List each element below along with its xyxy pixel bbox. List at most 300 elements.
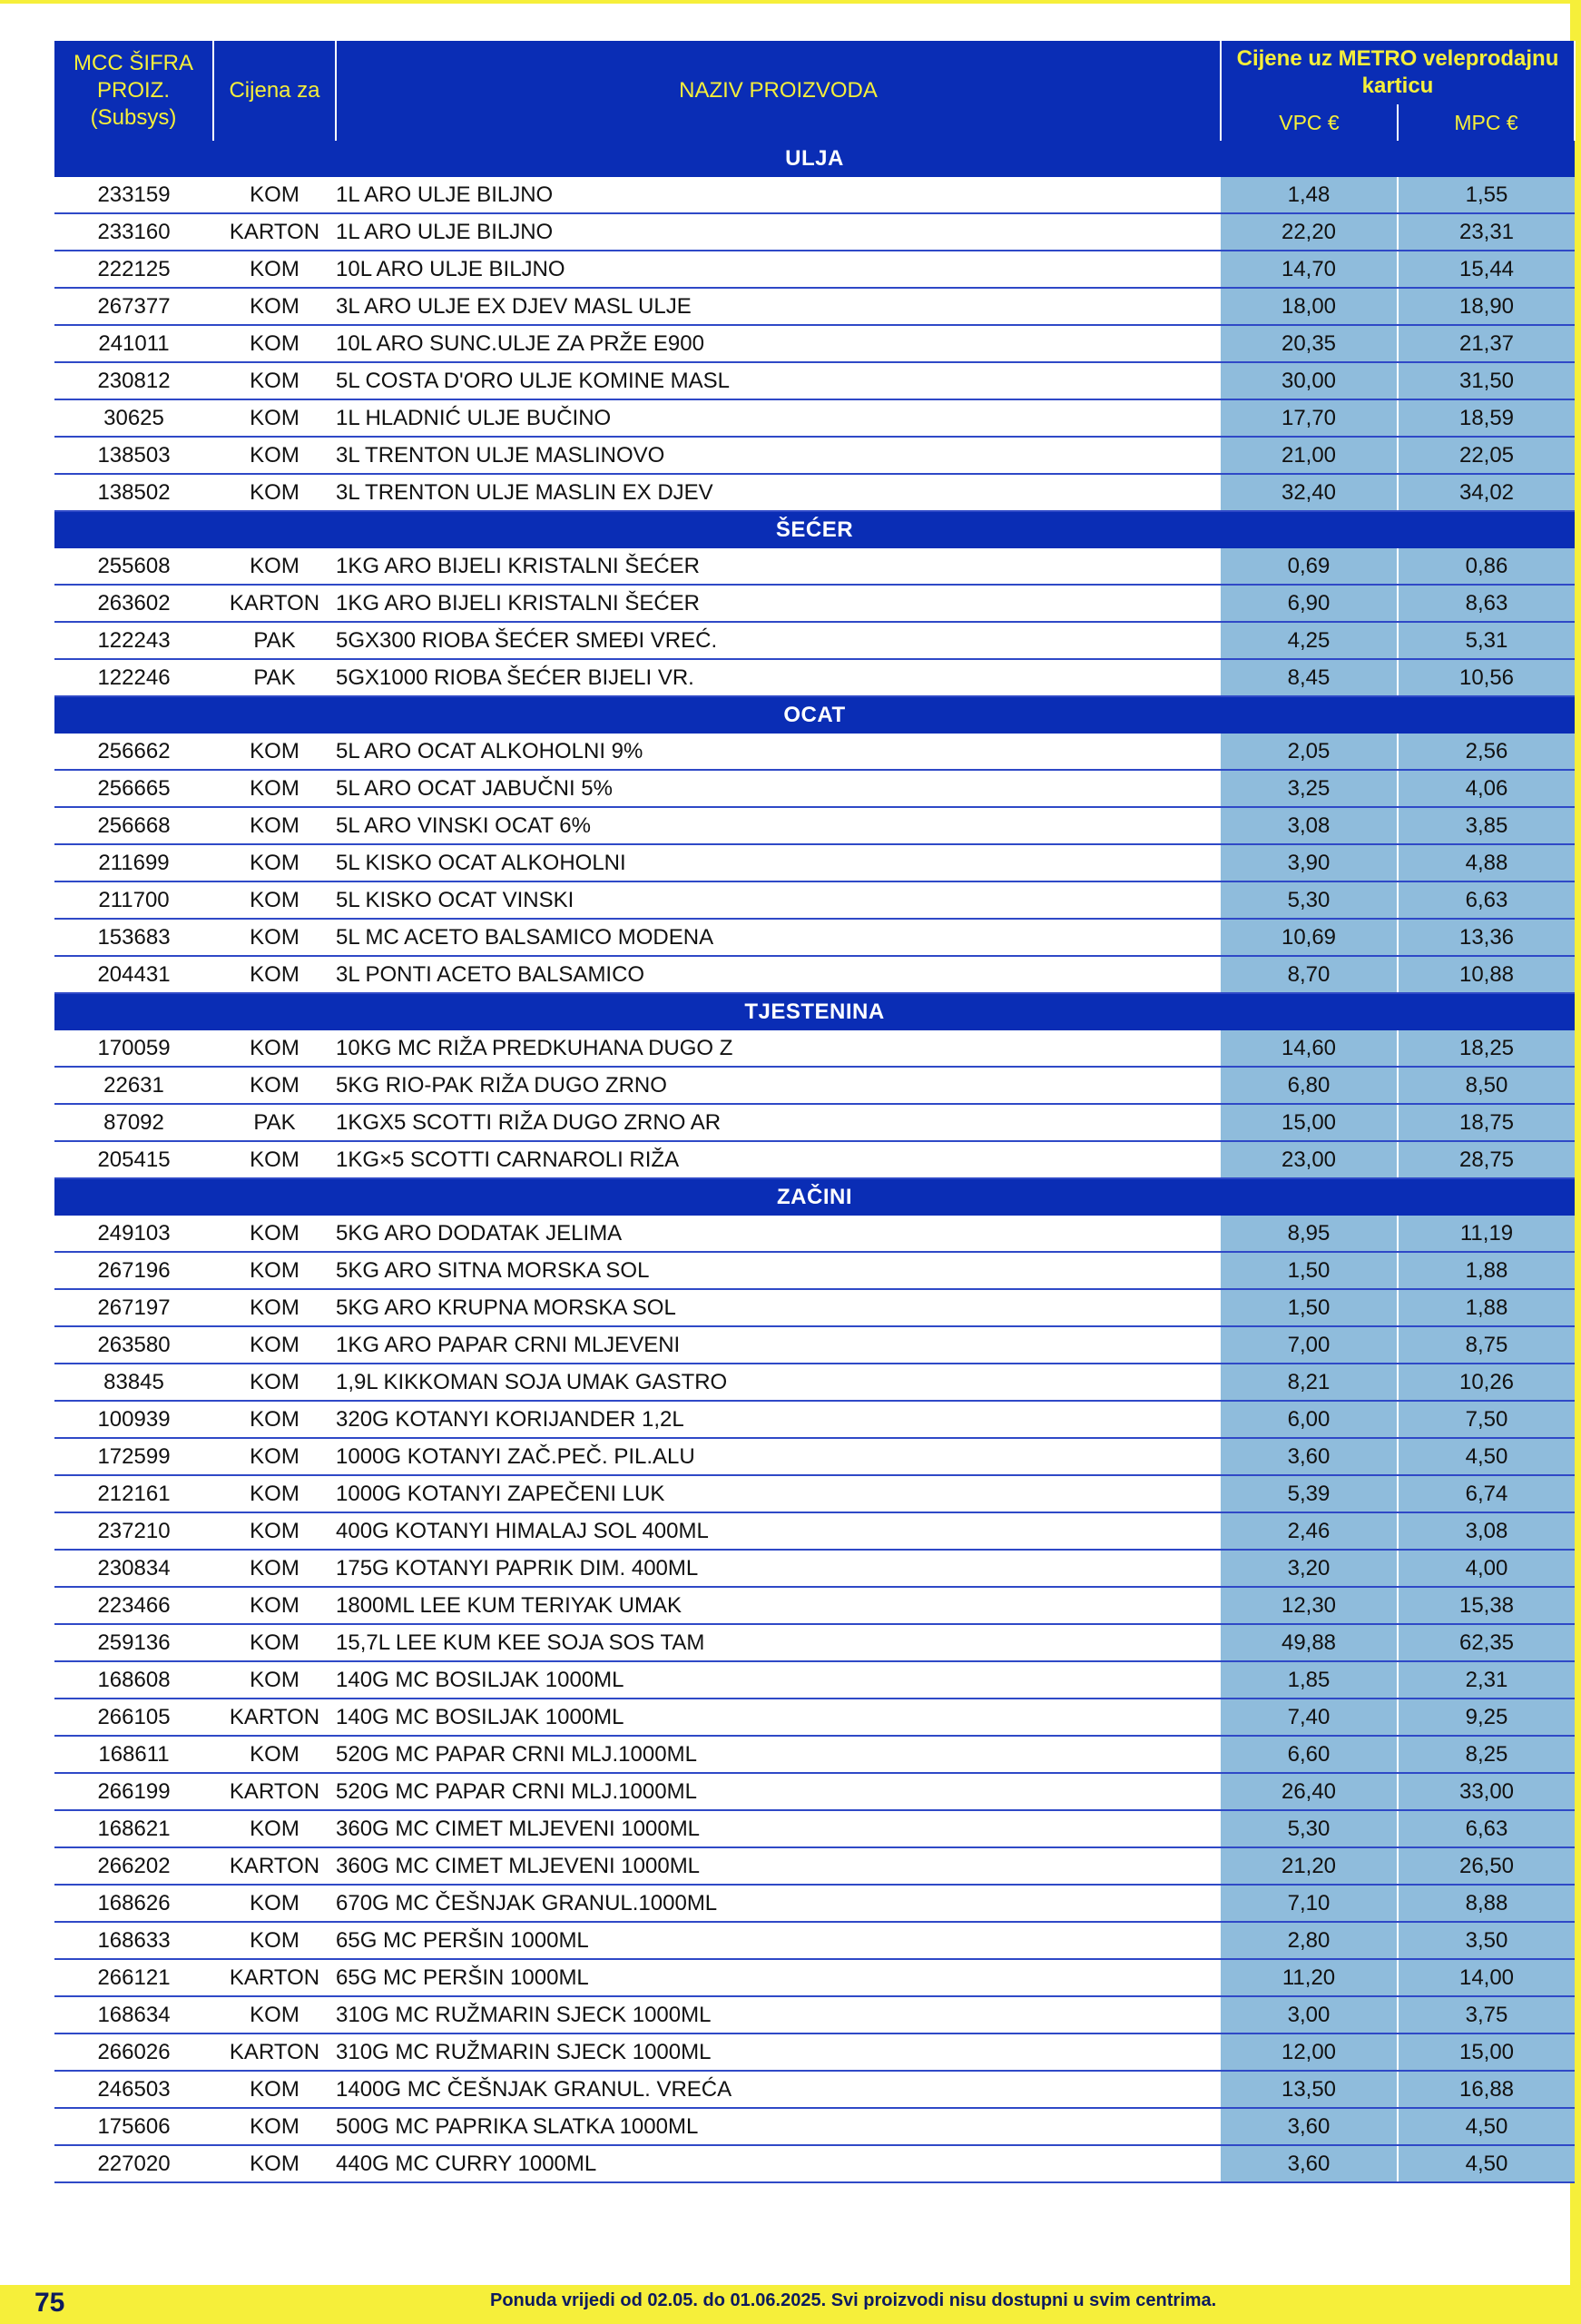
price-vpc: 3,60 (1221, 1438, 1398, 1475)
price-mpc: 21,37 (1398, 325, 1575, 362)
header-code (54, 41, 213, 141)
product-name: 65G MC PERŠIN 1000ML (336, 1922, 1221, 1959)
unit: KOM (213, 1885, 336, 1922)
price-mpc: 14,00 (1398, 1959, 1575, 1996)
section-title: TJESTENINA (54, 993, 1575, 1030)
price-mpc: 3,75 (1398, 1996, 1575, 2034)
product-code: 168621 (54, 1810, 213, 1847)
table-row (54, 1364, 1575, 1401)
product-name: 10L ARO SUNC.ULJE ZA PRŽE E900 (336, 325, 1221, 362)
product-name: 1,9L KIKKOMAN SOJA UMAK GASTRO (336, 1364, 1221, 1401)
product-code: 267377 (54, 288, 213, 325)
price-vpc: 3,60 (1221, 2145, 1398, 2182)
price-vpc: 3,90 (1221, 844, 1398, 881)
product-code: 230812 (54, 362, 213, 399)
product-name: 360G MC CIMET MLJEVENI 1000ML (336, 1810, 1221, 1847)
table-row (54, 1067, 1575, 1104)
product-name: 3L ARO ULJE EX DJEV MASL ULJE (336, 288, 1221, 325)
unit: KOM (213, 362, 336, 399)
price-vpc: 1,50 (1221, 1252, 1398, 1289)
unit: KOM (213, 548, 336, 585)
price-vpc: 23,00 (1221, 1141, 1398, 1178)
table-row (54, 1141, 1575, 1178)
unit: KOM (213, 399, 336, 437)
table-row (54, 288, 1575, 325)
product-name: 5KG ARO SITNA MORSKA SOL (336, 1252, 1221, 1289)
unit: KOM (213, 1401, 336, 1438)
product-name: 3L PONTI ACETO BALSAMICO (336, 956, 1221, 993)
table-row (54, 1996, 1575, 2034)
table-row (54, 399, 1575, 437)
table-row (54, 585, 1575, 622)
unit: KOM (213, 807, 336, 844)
table-row (54, 1104, 1575, 1141)
product-code: 205415 (54, 1141, 213, 1178)
table-row (54, 622, 1575, 659)
product-code: 246503 (54, 2071, 213, 2108)
product-name: 5L ARO VINSKI OCAT 6% (336, 807, 1221, 844)
unit: KOM (213, 1289, 336, 1326)
product-code: 168611 (54, 1736, 213, 1773)
product-code: 168608 (54, 1661, 213, 1699)
product-name: 3L TRENTON ULJE MASLINOVO (336, 437, 1221, 474)
product-code: 256665 (54, 770, 213, 807)
price-mpc: 18,75 (1398, 1104, 1575, 1141)
product-name: 520G MC PAPAR CRNI MLJ.1000ML (336, 1736, 1221, 1773)
product-code: 211699 (54, 844, 213, 881)
price-vpc: 11,20 (1221, 1959, 1398, 1996)
product-code: 230834 (54, 1550, 213, 1587)
unit: KARTON (213, 1699, 336, 1736)
price-vpc: 1,85 (1221, 1661, 1398, 1699)
price-vpc: 21,20 (1221, 1847, 1398, 1885)
table-row (54, 1959, 1575, 1996)
unit: KOM (213, 770, 336, 807)
product-name: 1KG ARO BIJELI KRISTALNI ŠEĆER (336, 585, 1221, 622)
price-vpc: 8,45 (1221, 659, 1398, 696)
product-name: 440G MC CURRY 1000ML (336, 2145, 1221, 2182)
product-code: 138503 (54, 437, 213, 474)
table-row (54, 251, 1575, 288)
price-mpc: 5,31 (1398, 622, 1575, 659)
section-title: ZAČINI (54, 1178, 1575, 1216)
product-code: 175606 (54, 2108, 213, 2145)
table-row (54, 1847, 1575, 1885)
header-name: NAZIV PROIZVODA (336, 41, 1221, 141)
product-code: 263580 (54, 1326, 213, 1364)
unit: KOM (213, 1512, 336, 1550)
unit: KOM (213, 1438, 336, 1475)
product-code: 122243 (54, 622, 213, 659)
table-row (54, 2145, 1575, 2182)
unit: KOM (213, 325, 336, 362)
header-code-sub: (Subsys) (90, 105, 177, 130)
unit: KOM (213, 1550, 336, 1587)
table-row (54, 1624, 1575, 1661)
page-number: 75 (34, 2288, 65, 2318)
product-code: 249103 (54, 1216, 213, 1252)
table-row (54, 1326, 1575, 1364)
table-row (54, 844, 1575, 881)
price-vpc: 8,70 (1221, 956, 1398, 993)
unit: KOM (213, 2145, 336, 2182)
section-header-row (54, 1178, 1575, 1216)
unit: KOM (213, 251, 336, 288)
price-vpc: 1,48 (1221, 177, 1398, 213)
table-row (54, 734, 1575, 770)
unit: KARTON (213, 1959, 336, 1996)
price-mpc: 18,25 (1398, 1030, 1575, 1067)
price-mpc: 11,19 (1398, 1216, 1575, 1252)
product-name: 520G MC PAPAR CRNI MLJ.1000ML (336, 1773, 1221, 1810)
price-vpc: 6,60 (1221, 1736, 1398, 1773)
price-mpc: 62,35 (1398, 1624, 1575, 1661)
product-name: 5KG RIO-PAK RIŽA DUGO ZRNO (336, 1067, 1221, 1104)
price-mpc: 4,88 (1398, 844, 1575, 881)
section-title: ŠEĆER (54, 511, 1575, 548)
product-code: 256668 (54, 807, 213, 844)
product-code: 266202 (54, 1847, 213, 1885)
table-row (54, 1810, 1575, 1847)
unit: KOM (213, 2108, 336, 2145)
price-mpc: 4,50 (1398, 1438, 1575, 1475)
unit: KOM (213, 1587, 336, 1624)
unit: KOM (213, 288, 336, 325)
price-vpc: 13,50 (1221, 2071, 1398, 2108)
table-row (54, 177, 1575, 213)
unit: KOM (213, 1922, 336, 1959)
unit: PAK (213, 1104, 336, 1141)
product-code: 227020 (54, 2145, 213, 2182)
price-vpc: 5,39 (1221, 1475, 1398, 1512)
product-name: 400G KOTANYI HIMALAJ SOL 400ML (336, 1512, 1221, 1550)
price-vpc: 3,25 (1221, 770, 1398, 807)
unit: KOM (213, 844, 336, 881)
table-header (54, 41, 1575, 141)
price-vpc: 49,88 (1221, 1624, 1398, 1661)
product-name: 310G MC RUŽMARIN SJECK 1000ML (336, 2034, 1221, 2071)
product-code: 223466 (54, 1587, 213, 1624)
product-name: 5GX300 RIOBA ŠEĆER SMEĐI VREĆ. (336, 622, 1221, 659)
price-mpc: 3,08 (1398, 1512, 1575, 1550)
table-row (54, 1550, 1575, 1587)
price-vpc: 30,00 (1221, 362, 1398, 399)
unit: KARTON (213, 2034, 336, 2071)
product-name: 1L ARO ULJE BILJNO (336, 213, 1221, 251)
product-code: 83845 (54, 1364, 213, 1401)
price-vpc: 7,40 (1221, 1699, 1398, 1736)
product-name: 5L KISKO OCAT ALKOHOLNI (336, 844, 1221, 881)
product-name: 500G MC PAPRIKA SLATKA 1000ML (336, 2108, 1221, 2145)
product-code: 170059 (54, 1030, 213, 1067)
table-row (54, 1401, 1575, 1438)
price-vpc: 6,00 (1221, 1401, 1398, 1438)
price-mpc: 31,50 (1398, 362, 1575, 399)
price-mpc: 4,06 (1398, 770, 1575, 807)
price-vpc: 17,70 (1221, 399, 1398, 437)
price-vpc: 8,95 (1221, 1216, 1398, 1252)
product-code: 122246 (54, 659, 213, 696)
product-code: 138502 (54, 474, 213, 511)
unit: KOM (213, 1326, 336, 1364)
header-unit: Cijena za (213, 41, 336, 141)
product-name: 5GX1000 RIOBA ŠEĆER BIJELI VR. (336, 659, 1221, 696)
price-mpc: 2,56 (1398, 734, 1575, 770)
price-vpc: 14,70 (1221, 251, 1398, 288)
table-row (54, 1216, 1575, 1252)
product-code: 168633 (54, 1922, 213, 1959)
price-mpc: 1,88 (1398, 1252, 1575, 1289)
product-code: 237210 (54, 1512, 213, 1550)
price-vpc: 3,00 (1221, 1996, 1398, 2034)
price-vpc: 2,05 (1221, 734, 1398, 770)
product-code: 263602 (54, 585, 213, 622)
table-row (54, 1699, 1575, 1736)
price-table (54, 41, 1576, 2183)
price-mpc: 4,50 (1398, 2145, 1575, 2182)
price-vpc: 5,30 (1221, 1810, 1398, 1847)
price-vpc: 3,08 (1221, 807, 1398, 844)
header-mpc: MPC € (1398, 104, 1575, 141)
price-mpc: 6,74 (1398, 1475, 1575, 1512)
price-vpc: 15,00 (1221, 1104, 1398, 1141)
product-code: 204431 (54, 956, 213, 993)
price-mpc: 16,88 (1398, 2071, 1575, 2108)
product-code: 22631 (54, 1067, 213, 1104)
price-mpc: 8,50 (1398, 1067, 1575, 1104)
price-mpc: 1,55 (1398, 177, 1575, 213)
product-name: 175G KOTANYI PAPRIK DIM. 400ML (336, 1550, 1221, 1587)
product-code: 168634 (54, 1996, 213, 2034)
table-row (54, 474, 1575, 511)
validity-note: Ponuda vrijedi od 02.05. do 01.06.2025. Svi proizvodi nisu dostupni u svim centrima. (490, 2290, 1217, 2310)
table-row (54, 1252, 1575, 1289)
price-vpc: 7,10 (1221, 1885, 1398, 1922)
price-vpc: 10,69 (1221, 919, 1398, 956)
product-name: 1KG ARO BIJELI KRISTALNI ŠEĆER (336, 548, 1221, 585)
price-mpc: 15,38 (1398, 1587, 1575, 1624)
section-title: ULJA (54, 141, 1575, 177)
product-name: 1L HLADNIĆ ULJE BUČINO (336, 399, 1221, 437)
product-code: 241011 (54, 325, 213, 362)
price-vpc: 8,21 (1221, 1364, 1398, 1401)
table-row (54, 919, 1575, 956)
table-row (54, 1289, 1575, 1326)
price-mpc: 4,50 (1398, 2108, 1575, 2145)
unit: KOM (213, 1252, 336, 1289)
table-row (54, 548, 1575, 585)
price-mpc: 34,02 (1398, 474, 1575, 511)
product-name: 3L TRENTON ULJE MASLIN EX DJEV (336, 474, 1221, 511)
table-row (54, 1773, 1575, 1810)
price-vpc: 18,00 (1221, 288, 1398, 325)
unit: PAK (213, 659, 336, 696)
product-code: 266199 (54, 1773, 213, 1810)
price-vpc: 32,40 (1221, 474, 1398, 511)
price-vpc: 21,00 (1221, 437, 1398, 474)
section-header-row (54, 141, 1575, 177)
price-vpc: 26,40 (1221, 1773, 1398, 1810)
product-name: 670G MC ČEŠNJAK GRANUL.1000ML (336, 1885, 1221, 1922)
product-name: 320G KOTANYI KORIJANDER 1,2L (336, 1401, 1221, 1438)
product-code: 266121 (54, 1959, 213, 1996)
price-vpc: 7,00 (1221, 1326, 1398, 1364)
unit: KOM (213, 177, 336, 213)
product-name: 140G MC BOSILJAK 1000ML (336, 1699, 1221, 1736)
price-vpc: 22,20 (1221, 213, 1398, 251)
price-mpc: 8,88 (1398, 1885, 1575, 1922)
product-name: 5KG ARO DODATAK JELIMA (336, 1216, 1221, 1252)
unit: KOM (213, 881, 336, 919)
product-name: 310G MC RUŽMARIN SJECK 1000ML (336, 1996, 1221, 2034)
price-vpc: 2,46 (1221, 1512, 1398, 1550)
price-mpc: 10,26 (1398, 1364, 1575, 1401)
table-row (54, 437, 1575, 474)
product-name: 65G MC PERŠIN 1000ML (336, 1959, 1221, 1996)
price-mpc: 9,25 (1398, 1699, 1575, 1736)
price-mpc: 8,63 (1398, 585, 1575, 622)
price-mpc: 6,63 (1398, 1810, 1575, 1847)
price-vpc: 1,50 (1221, 1289, 1398, 1326)
price-vpc: 3,60 (1221, 2108, 1398, 2145)
unit: KOM (213, 1067, 336, 1104)
product-code: 212161 (54, 1475, 213, 1512)
product-name: 5L ARO OCAT ALKOHOLNI 9% (336, 734, 1221, 770)
table-row (54, 1661, 1575, 1699)
header-vpc: VPC € (1221, 104, 1398, 141)
price-mpc: 3,50 (1398, 1922, 1575, 1959)
price-mpc: 10,88 (1398, 956, 1575, 993)
table-row (54, 2071, 1575, 2108)
unit: KOM (213, 2071, 336, 2108)
product-name: 360G MC CIMET MLJEVENI 1000ML (336, 1847, 1221, 1885)
unit: KOM (213, 1364, 336, 1401)
unit: KOM (213, 1216, 336, 1252)
table-row (54, 1736, 1575, 1773)
product-name: 140G MC BOSILJAK 1000ML (336, 1661, 1221, 1699)
section-header-row (54, 511, 1575, 548)
product-code: 153683 (54, 919, 213, 956)
table-row (54, 1885, 1575, 1922)
price-mpc: 15,44 (1398, 251, 1575, 288)
table-body (54, 141, 1575, 2182)
table-row (54, 881, 1575, 919)
price-mpc: 3,85 (1398, 807, 1575, 844)
price-mpc: 1,88 (1398, 1289, 1575, 1326)
price-mpc: 4,00 (1398, 1550, 1575, 1587)
product-code: 256662 (54, 734, 213, 770)
table-row (54, 325, 1575, 362)
price-mpc: 0,86 (1398, 548, 1575, 585)
price-mpc: 6,63 (1398, 881, 1575, 919)
table-row (54, 1922, 1575, 1959)
price-vpc: 0,69 (1221, 548, 1398, 585)
product-name: 1400G MC ČEŠNJAK GRANUL. VREĆA (336, 2071, 1221, 2108)
unit: KOM (213, 919, 336, 956)
unit: KOM (213, 1661, 336, 1699)
product-name: 10L ARO ULJE BILJNO (336, 251, 1221, 288)
header-price: Cijene uz METRO veleprodajnu karticu (1221, 41, 1575, 104)
header-code-label: MCC ŠIFRA PROIZ. (74, 51, 193, 103)
product-code: 233159 (54, 177, 213, 213)
product-code: 87092 (54, 1104, 213, 1141)
product-code: 168626 (54, 1885, 213, 1922)
price-mpc: 33,00 (1398, 1773, 1575, 1810)
product-code: 100939 (54, 1401, 213, 1438)
table-row (54, 807, 1575, 844)
price-vpc: 6,80 (1221, 1067, 1398, 1104)
price-mpc: 26,50 (1398, 1847, 1575, 1885)
product-code: 255608 (54, 548, 213, 585)
unit: KOM (213, 474, 336, 511)
product-code: 172599 (54, 1438, 213, 1475)
unit: KOM (213, 956, 336, 993)
table-row (54, 659, 1575, 696)
price-vpc: 5,30 (1221, 881, 1398, 919)
price-mpc: 18,90 (1398, 288, 1575, 325)
price-vpc: 4,25 (1221, 622, 1398, 659)
price-mpc: 13,36 (1398, 919, 1575, 956)
product-name: 5L KISKO OCAT VINSKI (336, 881, 1221, 919)
price-mpc: 23,31 (1398, 213, 1575, 251)
table-row (54, 2034, 1575, 2071)
unit: KOM (213, 1475, 336, 1512)
product-name: 1KGX5 SCOTTI RIŽA DUGO ZRNO AR (336, 1104, 1221, 1141)
table-row (54, 362, 1575, 399)
table-row (54, 770, 1575, 807)
price-vpc: 12,00 (1221, 2034, 1398, 2071)
table-row (54, 956, 1575, 993)
product-code: 266026 (54, 2034, 213, 2071)
unit: KOM (213, 1736, 336, 1773)
section-header-row (54, 993, 1575, 1030)
section-title: OCAT (54, 696, 1575, 734)
section-header-row (54, 696, 1575, 734)
price-mpc: 7,50 (1398, 1401, 1575, 1438)
unit: KOM (213, 1141, 336, 1178)
price-mpc: 8,75 (1398, 1326, 1575, 1364)
product-name: 5L ARO OCAT JABUČNI 5% (336, 770, 1221, 807)
product-name: 10KG MC RIŽA PREDKUHANA DUGO Z (336, 1030, 1221, 1067)
product-name: 1000G KOTANYI ZAČ.PEČ. PIL.ALU (336, 1438, 1221, 1475)
price-mpc: 22,05 (1398, 437, 1575, 474)
unit: KARTON (213, 1847, 336, 1885)
price-mpc: 28,75 (1398, 1141, 1575, 1178)
unit: KOM (213, 1810, 336, 1847)
unit: KARTON (213, 1773, 336, 1810)
product-name: 5L COSTA D'ORO ULJE KOMINE MASL (336, 362, 1221, 399)
price-mpc: 8,25 (1398, 1736, 1575, 1773)
price-mpc: 10,56 (1398, 659, 1575, 696)
table-row (54, 213, 1575, 251)
product-name: 1800ML LEE KUM TERIYAK UMAK (336, 1587, 1221, 1624)
table-row (54, 1587, 1575, 1624)
top-accent-bar (0, 0, 1581, 4)
product-name: 1L ARO ULJE BILJNO (336, 177, 1221, 213)
price-vpc: 6,90 (1221, 585, 1398, 622)
unit: PAK (213, 622, 336, 659)
price-mpc: 15,00 (1398, 2034, 1575, 2071)
product-name: 5L MC ACETO BALSAMICO MODENA (336, 919, 1221, 956)
unit: KARTON (213, 213, 336, 251)
price-vpc: 12,30 (1221, 1587, 1398, 1624)
product-code: 259136 (54, 1624, 213, 1661)
product-code: 211700 (54, 881, 213, 919)
unit: KOM (213, 437, 336, 474)
price-mpc: 18,59 (1398, 399, 1575, 437)
product-name: 5KG ARO KRUPNA MORSKA SOL (336, 1289, 1221, 1326)
table-row (54, 1475, 1575, 1512)
